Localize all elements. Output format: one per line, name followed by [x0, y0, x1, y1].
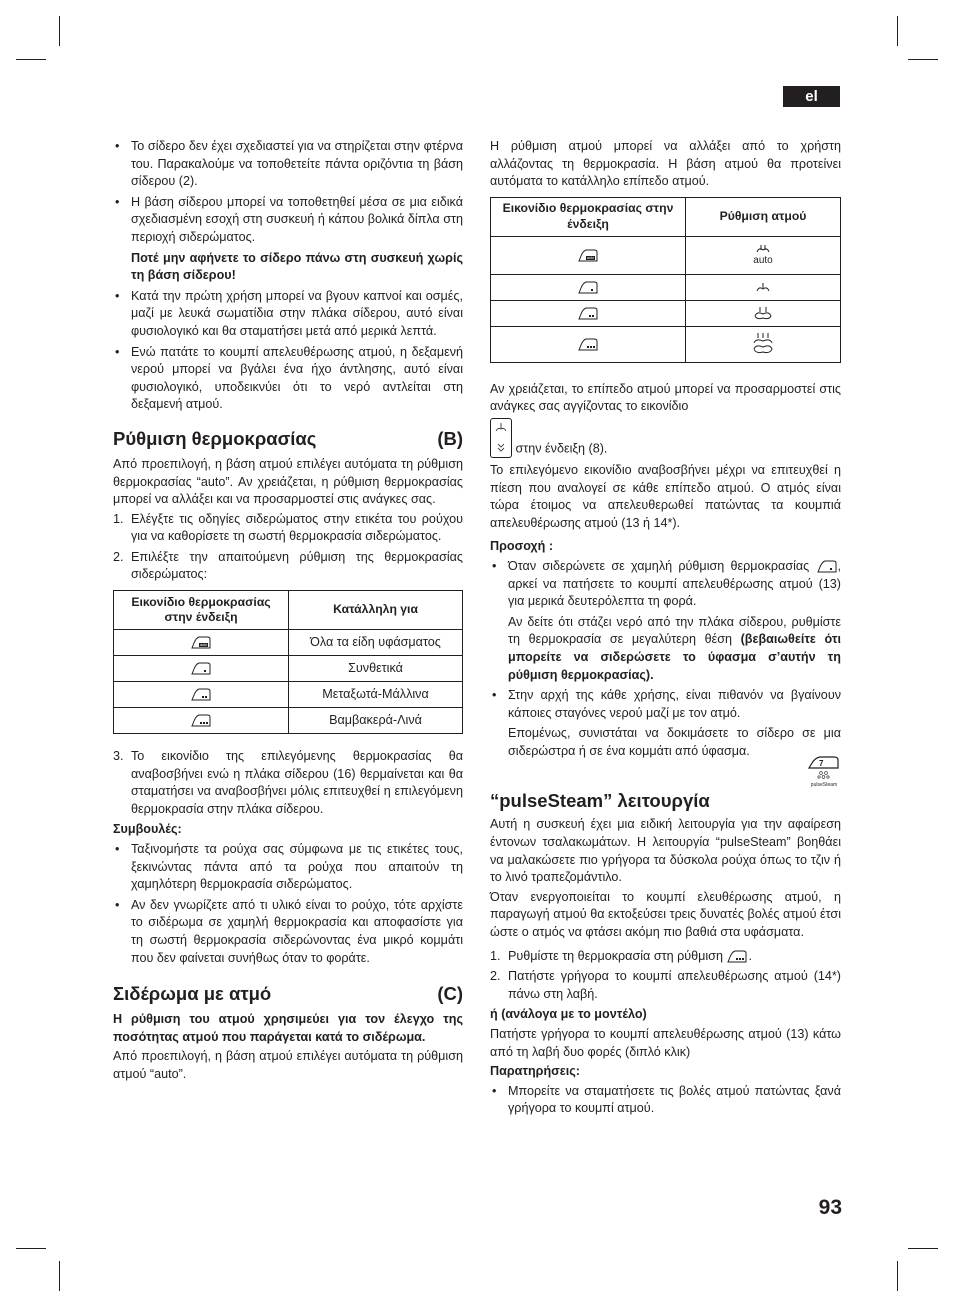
steam-medium-icon [752, 305, 774, 322]
step-item [490, 948, 841, 966]
heading-tag: (C) [437, 983, 463, 1005]
table-header: Κατάλληλη για [289, 591, 463, 630]
iron-3dot-icon [577, 337, 599, 352]
pulsesteam-icon-label: pulseSteam [810, 782, 838, 789]
crop-mark [16, 59, 46, 60]
table-cell [491, 274, 686, 300]
temperature-heading [113, 428, 463, 450]
iron-3dot-icon [190, 713, 212, 728]
list-item: • Αν δεν γνωρίζετε από τι υλικό είναι το ρούχο, τότε αρχίστε το σιδέρωμα σε χαμηλή θερμοκρασία και αποφασίστε για τη σωστή θερμοκρασία σιδερώνοντας ένα μικρό κομμάτι που δεν φαίνεται συνήθως όταν το φοράτε. [113, 897, 463, 967]
auto-label: auto [753, 255, 773, 267]
language-tab: el [783, 86, 840, 107]
table-cell [491, 300, 686, 326]
or-text: Πατήστε γρήγορα το κουμπί απελευθέρωσης ατμού (13) κάτω από τη λαβή δυο φορές (διπλό κλικ) [490, 1027, 841, 1059]
table-header: Εικονίδιο θερμοκρασίας στην ένδειξη [491, 197, 686, 236]
table-cell: Μεταξωτά-Μάλλινα [289, 682, 463, 708]
svg-text:auto: auto [587, 255, 594, 260]
caution-text: Όταν σιδερώνετε σε χαμηλή ρύθμιση θερμοκρασίας [508, 558, 810, 573]
steam-low-icon [754, 281, 772, 294]
heading-title: “pulseSteam” λειτουργία [490, 790, 710, 812]
tips-label: Συμβουλές: [113, 822, 182, 837]
table-cell [686, 274, 841, 300]
iron-1dot-icon [816, 559, 838, 574]
pulsesteam-heading [490, 759, 841, 812]
iron-2dot-icon [190, 687, 212, 702]
steam-intro: Από προεπιλογή, η βάση ατμού επιλέγει αυτόματα τη ρύθμιση ατμού “auto”. [113, 1049, 463, 1081]
crop-mark [908, 59, 938, 60]
table-cell [686, 300, 841, 326]
step-number: 2. [113, 549, 124, 564]
or-label: ή (ανάλογα με το μοντέλο) [490, 1007, 647, 1022]
table-cell [491, 326, 686, 362]
step-number: 1. [490, 948, 501, 963]
temperature-intro: Από προεπιλογή, η βάση ατμού επιλέγει αυτόματα τη ρύθμιση θερμοκρασίας “auto”. Αν χρειάζεται, η ρύθμιση θερμοκρασίας μπορεί να αλλάξει και να προσαρμοστεί στις ανάγκες σας. [113, 456, 463, 507]
table-cell [686, 236, 841, 274]
step-text: Πατήστε γρήγορα το κουμπί απελευθέρωσης ατμού (14*) πάνω στη λαβή. [508, 969, 841, 1001]
list-item: • Ταξινομήστε τα ρούχα σας σύμφωνα με τις ετικέτες τους, ξεκινώντας πάντα από τα ρούχα που απαιτούν τη χαμηλότερη θερμοκρασία σιδερώματος. [113, 841, 463, 894]
table-cell: Βαμβακερά-Λινά [289, 708, 463, 734]
steam-change-text: Η ρύθμιση ατμού μπορεί να αλλάξει από το χρήστη αλλάζοντας τη θερμοκρασία. Η βάση ατμού θα προτείνει αυτόματα το κατάλληλο επίπεδο ατμού. [490, 139, 841, 189]
iron-1dot-icon [577, 280, 599, 295]
step-item [113, 549, 463, 584]
table-cell [114, 682, 289, 708]
right-column [490, 138, 841, 1121]
pulse-text: Όταν ενεργοποιείται το κουμπί ελευθέρωσης ατμού, η παραγωγή ατμού θα εκτοξεύσει τρεις δυνατές βολές ατμού έτσι ώστε ο ατμός να φτάσει ακόμη πιο βαθιά στα υφάσματα. [490, 889, 841, 940]
temperature-table [113, 590, 463, 734]
table-cell [114, 630, 289, 656]
crop-mark [59, 16, 60, 46]
step-number: 2. [490, 969, 501, 984]
warning-text: Ποτέ μην αφήνετε το σίδερο πάνω στη συσκευή χωρίς τη βάση σίδερου! [131, 250, 463, 283]
caution-label: Προσοχή : [490, 539, 554, 554]
step-item [490, 968, 841, 1003]
step-number: 1. [113, 511, 124, 526]
table-cell [686, 326, 841, 362]
list-item: • Μπορείτε να σταματήσετε τις βολές ατμού πατώντας ξανά γρήγορα το κουμπί ατμού. [490, 1083, 841, 1118]
step-text: Ελέγξτε τις οδηγίες σιδερώματος στην ετικέτα του ρούχου για να καθορίσετε τη σωστή θερμοκρασία σιδερώματος. [131, 511, 463, 544]
iron-3dot-icon [726, 949, 748, 964]
step-text: Ρυθμίστε τη θερμοκρασία στη ρύθμιση [508, 948, 723, 963]
caution-followup [490, 614, 841, 684]
steam-table [490, 197, 841, 363]
svg-text:7: 7 [819, 759, 824, 769]
caution-bold: (βεβαιωθείτε ότι μπορείτε να σιδερώσετε το ύφασμα σ’αυτήν τη ρύθμιση θερμοκρασίας). [508, 632, 841, 682]
table-cell [114, 708, 289, 734]
step-item [113, 511, 463, 546]
table-header: Ρύθμιση ατμού [686, 197, 841, 236]
list-item: • Το σίδερο δεν έχει σχεδιαστεί για να στηρίζεται στην φτέρνα του. Παρακαλούμε να τοποθετείτε πάντα οριζόντια τη βάση σίδερου (2). [113, 138, 463, 191]
caution-text: , αρκεί να πατήσετε το κουμπί απελευθέρωσης ατμού (13) για μερικά δευτερόλεπτα τη φορά. [508, 558, 841, 609]
table-cell: Όλα τα είδη υφάσματος [289, 630, 463, 656]
list-item: • Ενώ πατάτε το κουμπί απελευθέρωσης ατμού, η δεξαμενή νερού μπορεί να βγάλει ένα ήχο άντλησης, αυτό είναι φυσιολογικό, υποδεικνύει ότι το νερό αντλείται στη δεξαμενή ατμού. [113, 344, 463, 414]
crop-mark [59, 1261, 60, 1291]
table-cell [491, 236, 686, 274]
left-column [113, 138, 463, 1086]
pulsesteam-icon [807, 756, 841, 788]
steam-bold-text: Η ρύθμιση του ατμού χρησιμεύει για τον έλεγχο της ποσότητας ατμού που παράγεται κατά το σιδέρωμα. [113, 1012, 463, 1044]
iron-2dot-icon [577, 306, 599, 321]
step-number: 3. [113, 749, 124, 764]
heading-title: Ρύθμιση θερμοκρασίας [113, 427, 317, 449]
step-text: Το εικονίδιο της επιλεγόμενης θερμοκρασίας θα αναβοσβήνει ενώ η πλάκα σίδερου (16) θερμαίνεται και θα σταματήσει να αναβοσβήνει μόλις επιτευχθεί η επιλεγόμενη θερμοκρασία στην πλάκα σίδερου. [131, 749, 463, 816]
adjust-tail: στην ένδειξη (8). [515, 441, 608, 456]
crop-mark [897, 16, 898, 46]
iron-auto-icon [190, 635, 212, 650]
step-text: Επιλέξτε την απαιτούμενη ρύθμιση της θερμοκρασίας σιδερώματος: [131, 549, 463, 582]
svg-text:auto: auto [200, 643, 207, 648]
step-item [113, 748, 463, 818]
iron-auto-icon [577, 248, 599, 263]
blink-text: Το επιλεγόμενο εικονίδιο αναβοσβήνει μέχρι να επιτευχθεί η πίεση που αναλογεί σε κάθε επίπεδο ατμού. Ο ατμός είναι τώρα έτοιμος να απελευθερωθεί πατώντας τα κουμπιά απελευθέρωσης ατμού (13 ή 14*). [490, 462, 841, 530]
step-text: . [748, 948, 752, 963]
caution-followup: Επομένως, συνιστάται να δοκιμάσετε το σίδερο σε μια σιδερώστρα ή σε ένα κομμάτι από ύφασμα. [508, 726, 841, 758]
steam-high-icon [751, 332, 775, 356]
crop-mark [897, 1261, 898, 1291]
heading-title: Σιδέρωμα με ατμό [113, 983, 272, 1005]
page-number: 93 [818, 1196, 842, 1219]
list-item: • Κατά την πρώτη χρήση μπορεί να βγουν καπνοί και οσμές, μαζί με λευκά σωματίδια στην πλάκα σίδερου, αυτό είναι φυσιολογικό και θα σταματήσει μετά από μερικά λεπτά. [113, 288, 463, 341]
list-item: • Η βάση σίδερου μπορεί να τοποθετηθεί μέσα σε μια ειδικά σχεδιασμένη εσοχή στη συσκευή ή κάπου βολικά δίπλα στη περιοχή σιδερώματος. [113, 194, 463, 247]
list-item [490, 558, 841, 611]
table-cell: Συνθετικά [289, 656, 463, 682]
adjust-text: Αν χρειάζεται, το επίπεδο ατμού μπορεί να προσαρμοστεί στις ανάγκες σας αγγίζοντας το εικονίδιο [490, 381, 841, 414]
notes-label: Παρατηρήσεις: [490, 1064, 581, 1079]
table-header: Εικονίδιο θερμοκρασίας στην ένδειξη [114, 591, 289, 630]
pulse-text: Αυτή η συσκευή έχει μια ειδική λειτουργία για την αφαίρεση έντονων τσαλακωμάτων. Η λειτουργία “pulseSteam” βοηθάει να μαλακώσετε πιο γρήγορα τα δύσκολα ρούχα όπως το τζιν ή το λινό τραπεζομάντιλο. [490, 817, 841, 885]
heading-tag: (B) [437, 427, 463, 449]
list-item: • Στην αρχή της κάθε χρήσης, είναι πιθανόν να βγαίνουν κάποιες σταγόνες νερού μαζί με τον ατμό. [490, 687, 841, 722]
crop-mark [908, 1248, 938, 1249]
crop-mark [16, 1248, 46, 1249]
adjust-row [490, 418, 841, 458]
table-cell [114, 656, 289, 682]
caution-text: Αν δείτε ότι στάζει νερό από την πλάκα σίδερου, ρυθμίστε τη θερμοκρασία σε μεγαλύτερη θέση [508, 614, 841, 647]
iron-1dot-icon [190, 661, 212, 676]
steam-adjust-button-icon [490, 418, 512, 458]
steam-ironing-heading [113, 983, 463, 1005]
